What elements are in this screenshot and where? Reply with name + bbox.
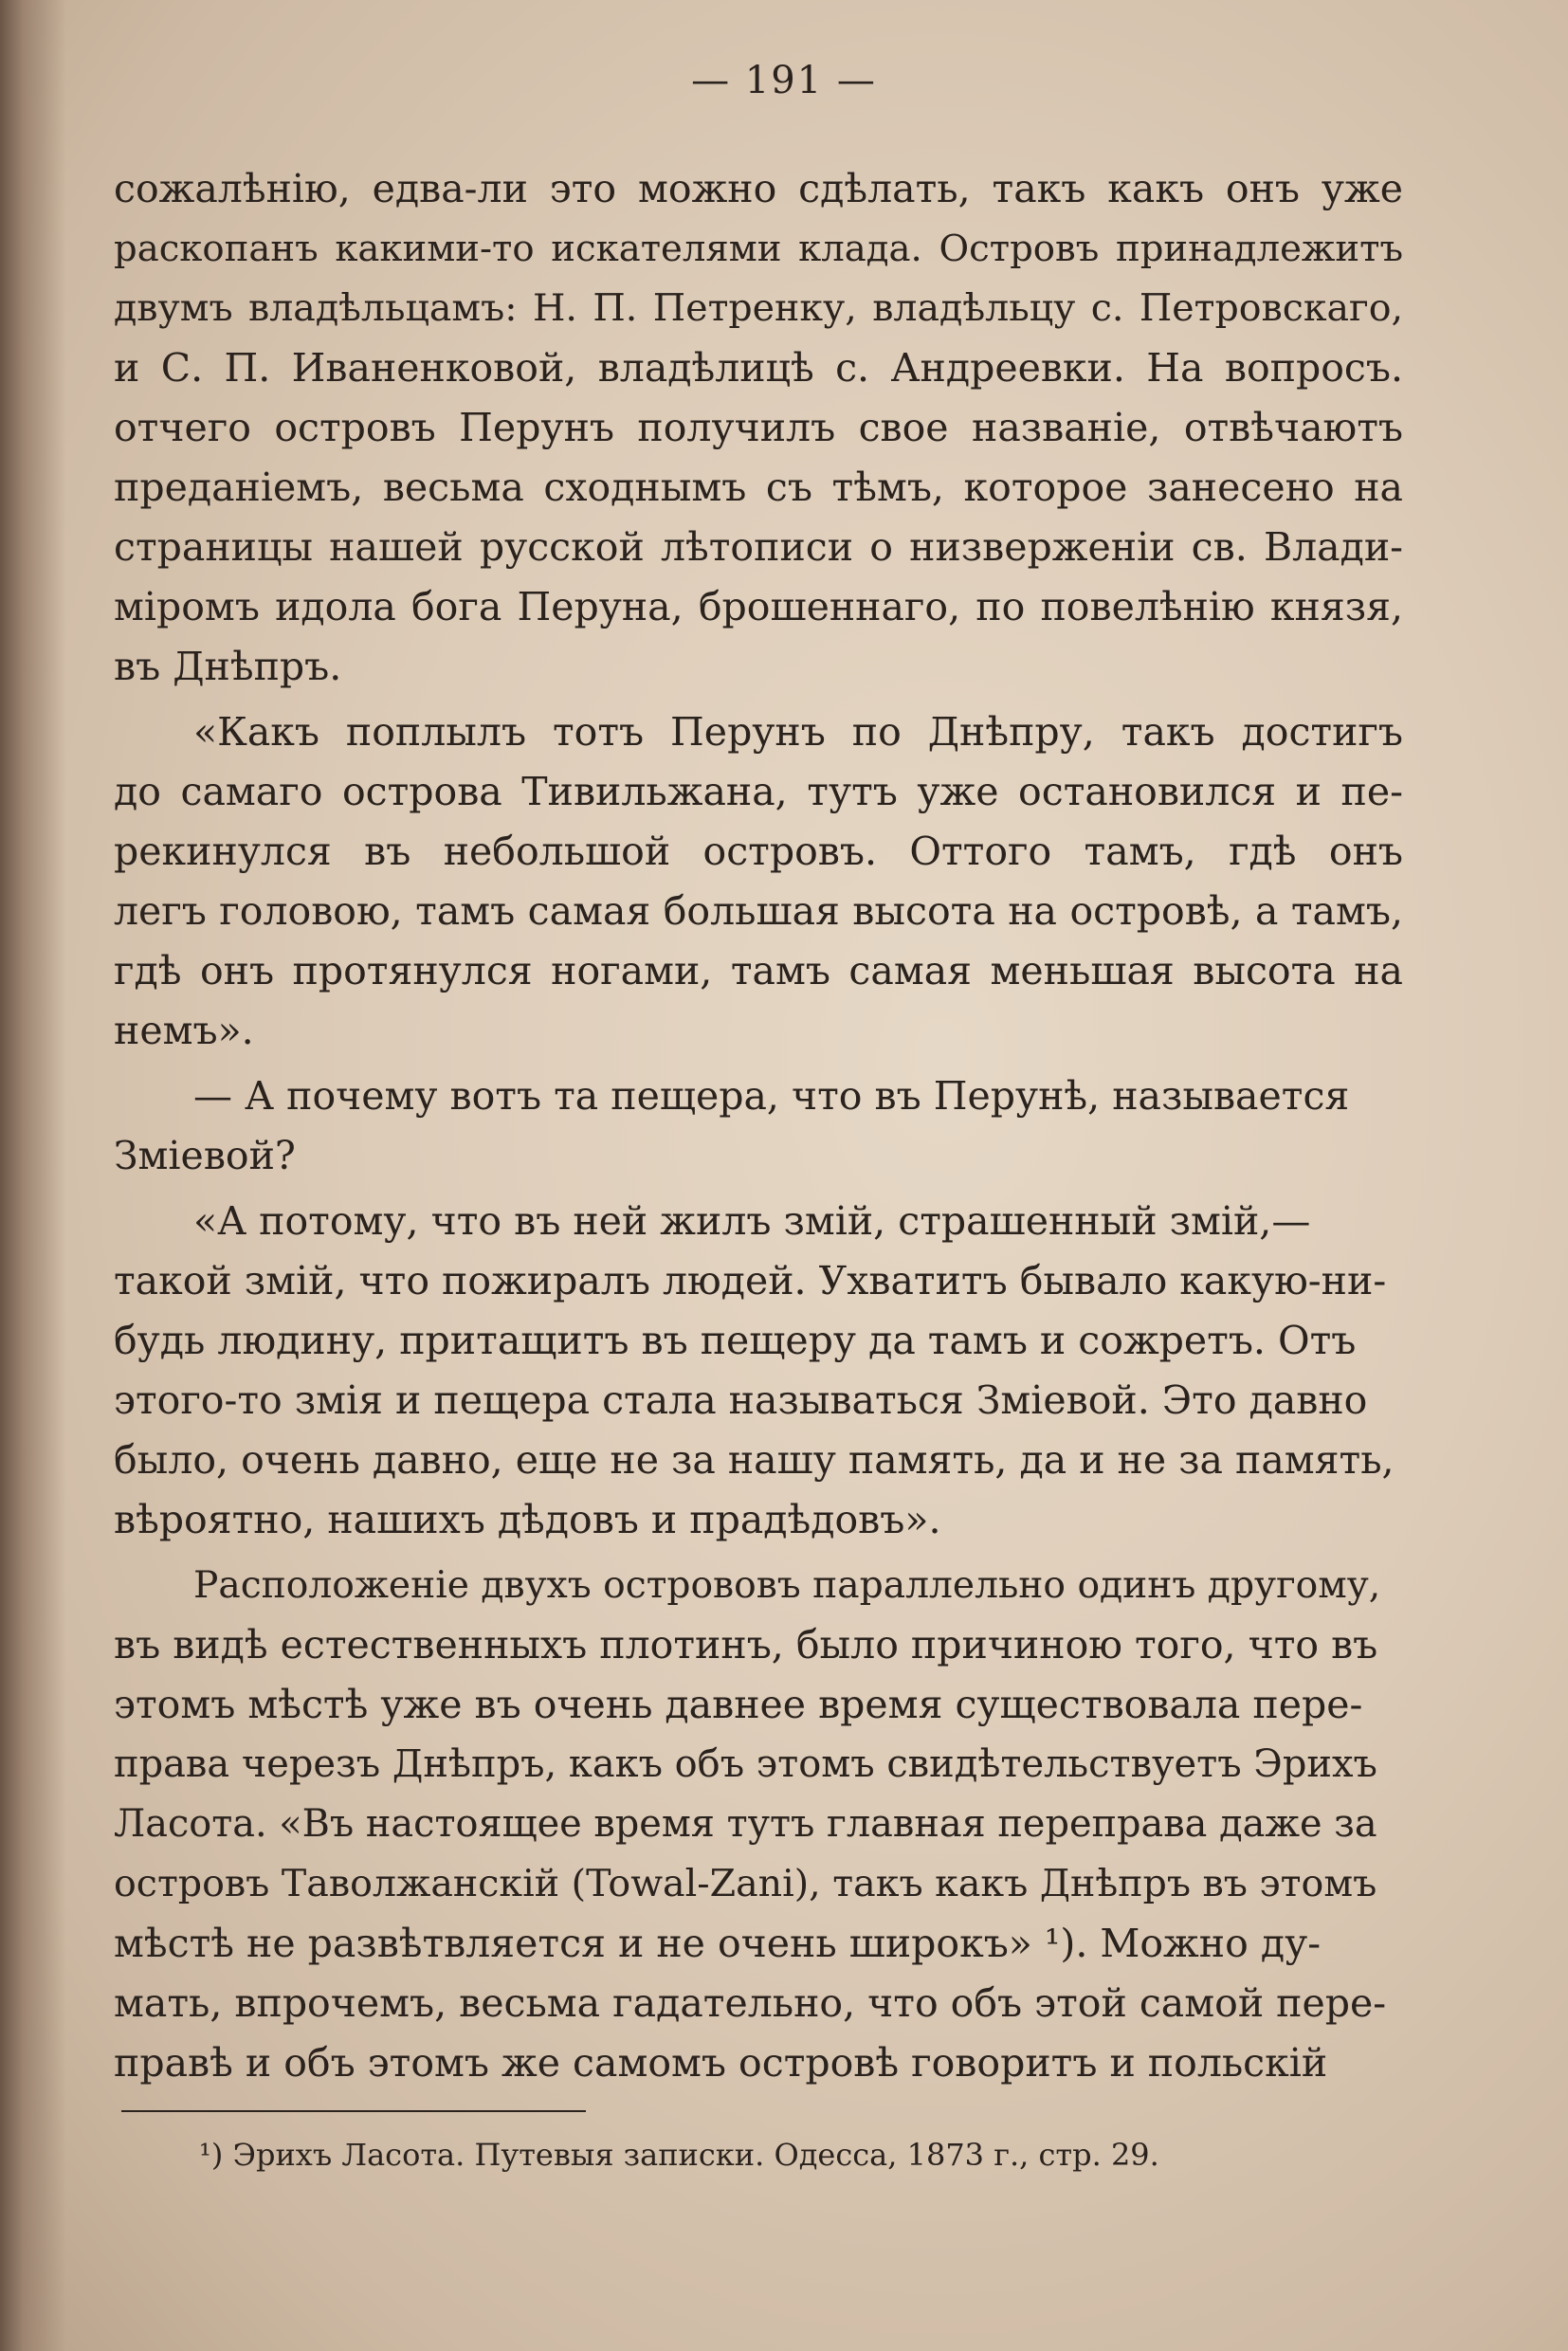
text-line: мать, впрочемъ, весьма гадательно, что объ этой самой пере- [114,1980,1387,2026]
body-text [114,159,1403,2093]
footnote-divider [121,2110,586,2112]
paragraph-3 [114,1066,1403,1186]
text-line: «А потому, что въ ней жилъ змій, страшенный змій,— [193,1198,1311,1244]
text-line: въ видѣ естественныхъ плотинъ, было причиною того, что въ [114,1622,1378,1668]
text-line: до самаго острова Тивильжана, тутъ уже остановился и пе- [114,769,1403,814]
text-line: мѣстѣ не развѣтвляется и не очень широкъ» ¹). Можно ду- [114,1921,1322,1966]
text-line: Зміевой? [114,1133,296,1178]
text-line: раскопанъ какими-то искателями клада. Островъ принадлежитъ [114,228,1403,270]
text-line: сожалѣнію, едва-ли это можно сдѣлать, такъ какъ онъ уже [114,166,1403,211]
text-line: права черезъ Днѣпръ, какъ объ этомъ свидѣтельствуетъ Эрихъ [114,1742,1377,1786]
text-line: преданіемъ, весьма сходнымъ съ тѣмъ, которое занесено на [114,465,1403,510]
paragraph-2 [114,702,1403,1061]
binding-shadow [0,0,66,2351]
paragraph-1 [114,159,1403,697]
text-line: гдѣ онъ протянулся ногами, тамъ самая меньшая высота на [114,948,1403,993]
paragraph-4 [114,1192,1403,1550]
text-line: вѣроятно, нашихъ дѣдовъ и прадѣдовъ». [114,1497,941,1542]
text-line: — А почему вотъ та пещера, что въ Перунѣ, называется [193,1073,1350,1119]
text-line: въ Днѣпръ. [114,644,342,689]
text-line: островъ Таволжанскій (Towal-Zani), такъ какъ Днѣпръ въ этомъ [114,1862,1377,1905]
text-line: немъ». [114,1008,254,1053]
footnote: ¹) Эрихъ Ласота. Путевыя записки. Одесса, 1873 г., стр. 29. [199,2137,1159,2173]
text-line: рекинулся въ небольшой островъ. Оттого тамъ, гдѣ онъ [114,829,1403,874]
text-line: будь людину, притащитъ въ пещеру да тамъ и сожретъ. Отъ [114,1318,1357,1363]
text-line: и С. П. Иваненковой, владѣлицѣ с. Андреевки. На вопросъ. [114,345,1403,391]
text-line: «Какъ поплылъ тотъ Перунъ по Днѣпру, такъ достигъ [193,709,1403,755]
text-line: легъ головою, тамъ самая большая высота на островѣ, а тамъ, [114,888,1403,934]
text-line: этомъ мѣстѣ уже въ очень давнее время существовала пере- [114,1682,1363,1727]
text-line: правѣ и объ этомъ же самомъ островѣ говоритъ и польскій [114,2040,1328,2086]
text-line: этого-то змія и пещера стала называться Зміевой. Это давно [114,1377,1368,1423]
paragraph-5 [114,1556,1403,2093]
page-number: — 191 — [691,59,877,102]
text-line: такой змій, что пожиралъ людей. Ухватитъ бывало какую-ни- [114,1258,1387,1303]
text-line: Расположеніе двухъ острововъ параллельно одинъ другому, [193,1564,1381,1607]
text-line: двумъ владѣльцамъ: Н. П. Петренку, владѣльцу с. Петровскаго, [114,286,1403,330]
text-line: отчего островъ Перунъ получилъ свое названіе, отвѣчаютъ [114,405,1403,450]
text-line: Ласота. «Въ настоящее время тутъ главная переправа даже за [114,1802,1377,1846]
text-line: міромъ идола бога Перуна, брошеннаго, по повелѣнію князя, [114,584,1403,629]
text-line: было, очень давно, еще не за нашу память, да и не за память, [114,1437,1395,1483]
text-line: страницы нашей русской лѣтописи о низверженіи св. Влади- [114,524,1403,570]
